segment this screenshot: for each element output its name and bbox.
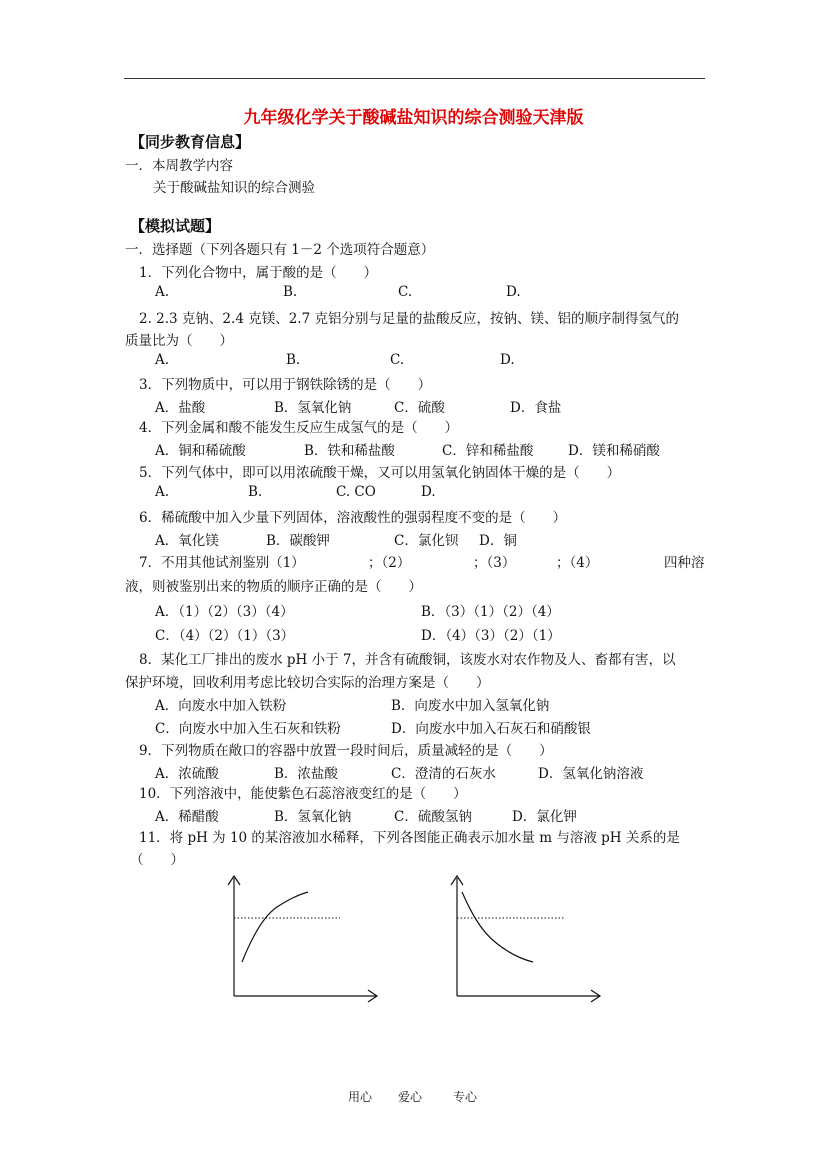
option: A．铜和稀硫酸	[155, 443, 246, 459]
page-title: 九年级化学关于酸碱盐知识的综合测验天津版	[243, 108, 584, 128]
option: B.	[248, 484, 263, 500]
question-stem: 5．下列气体中，即可以用浓硫酸干燥，又可以用氢氧化钠固体干燥的是（ ）	[139, 465, 621, 481]
option: A．盐酸	[155, 400, 206, 416]
option: D．（4）（3）（2）（1）	[421, 628, 561, 644]
footer-text: 爱心	[398, 1090, 423, 1104]
option: D．氯化钾	[512, 809, 577, 825]
footer-text: 专心	[453, 1090, 478, 1104]
option: B．氢氧化钠	[274, 809, 352, 825]
question-stem-part: ；（4）	[556, 555, 599, 571]
option: D．镁和稀硝酸	[568, 443, 660, 459]
option: A．浓硫酸	[155, 766, 219, 782]
option: C．澄清的石灰水	[391, 766, 496, 782]
part-heading: 一．选择题（下列各题只有 1－2 个选项符合题意）	[125, 242, 435, 258]
question-stem-part: ；（2）	[368, 555, 411, 571]
option: B．氢氧化钠	[274, 400, 352, 416]
section-heading-test: 【模拟试题】	[130, 217, 221, 235]
option: C．氯化钡	[394, 533, 459, 549]
graph-decreasing-curve	[445, 872, 605, 1004]
option: D.	[500, 352, 515, 368]
option: B．（3）（1）（2）（4）	[421, 604, 560, 620]
question-stem: 6．稀硫酸中加入少量下列固体，溶液酸性的强弱程度不变的是（ ）	[139, 510, 567, 526]
option: D．向废水中加入石灰石和硝酸银	[391, 721, 591, 737]
option: B.	[286, 352, 301, 368]
option: A．氧化镁	[155, 533, 219, 549]
question-stem: 9．下列物质在敞口的容器中放置一段时间后，质量减轻的是（ ）	[139, 743, 553, 759]
option: B．碳酸钾	[266, 533, 330, 549]
option: D.	[506, 284, 521, 300]
option: A.	[155, 284, 170, 300]
option: C．锌和稀盐酸	[442, 443, 534, 459]
option: C．硫酸氢钠	[394, 809, 472, 825]
option: B．浓盐酸	[274, 766, 338, 782]
option: D.	[421, 484, 436, 500]
question-stem-continued: 保护环境，回收利用考虑比较切合实际的治理方案是（ ）	[125, 675, 490, 691]
section-subheading: 一．本周教学内容	[125, 158, 233, 174]
option: C．向废水中加入生石灰和铁粉	[155, 721, 341, 737]
section-text: 关于酸碱盐知识的综合测验	[153, 180, 315, 196]
question-stem-continued: 液，则被鉴别出来的物质的顺序正确的是（ ）	[125, 579, 422, 595]
option: A．向废水中加入铁粉	[155, 698, 287, 714]
option: D．铜	[479, 533, 517, 549]
option: C．硫酸	[394, 400, 445, 416]
question-stem: 1．下列化合物中，属于酸的是（ ）	[139, 265, 378, 281]
question-stem: 8．某化工厂排出的废水 pH 小于 7，并含有硫酸铜，该废水对农作物及人、畜都有害，以	[139, 652, 676, 668]
ph-curve	[462, 892, 533, 962]
option: D．食盐	[510, 400, 562, 416]
ph-curve	[242, 892, 308, 962]
option: C.	[398, 284, 413, 300]
option: A.	[155, 352, 170, 368]
question-stem: 2. 2.3 克钠、2.4 克镁、2.7 克铝分别与足量的盐酸反应，按钠、镁、铝的顺序制得氢气的	[139, 311, 679, 327]
question-stem-part: ；（3）	[473, 555, 516, 571]
question-stem: 4．下列金属和酸不能发生反应生成氢气的是（ ）	[139, 420, 459, 436]
option: B．向废水中加入氢氧化钠	[391, 698, 550, 714]
question-stem: 7．不用其他试剂鉴别（1）	[139, 555, 305, 571]
question-stem-part: 四种溶	[664, 555, 705, 571]
graph-increasing-curve	[222, 872, 382, 1004]
option: C. CO	[336, 484, 376, 500]
question-stem: 11．将 pH 为 10 的某溶液加水稀释，下列各图能正确表示加水量 m 与溶液 pH 关系的是	[139, 830, 680, 846]
option: B.	[283, 284, 298, 300]
option: D．氢氧化钠溶液	[538, 766, 644, 782]
option: A.	[155, 484, 170, 500]
question-stem-continued: 质量比为（ ）	[125, 333, 233, 349]
option: A．稀醋酸	[155, 809, 219, 825]
footer-text: 用心	[348, 1090, 373, 1104]
option: C．（4）（2）（1）（3）	[155, 628, 295, 644]
question-stem: 10．下列溶液中，能使紫色石蕊溶液变红的是（ ）	[139, 786, 467, 802]
section-heading-info: 【同步教育信息】	[130, 133, 251, 151]
question-stem-continued: （ ）	[130, 852, 184, 868]
option: C.	[390, 352, 405, 368]
question-stem: 3．下列物质中，可以用于钢铁除锈的是（ ）	[139, 377, 432, 393]
option: B．铁和稀盐酸	[304, 443, 395, 459]
header-rule	[124, 78, 705, 79]
option: A．（1）（2）（3）（4）	[155, 604, 294, 620]
